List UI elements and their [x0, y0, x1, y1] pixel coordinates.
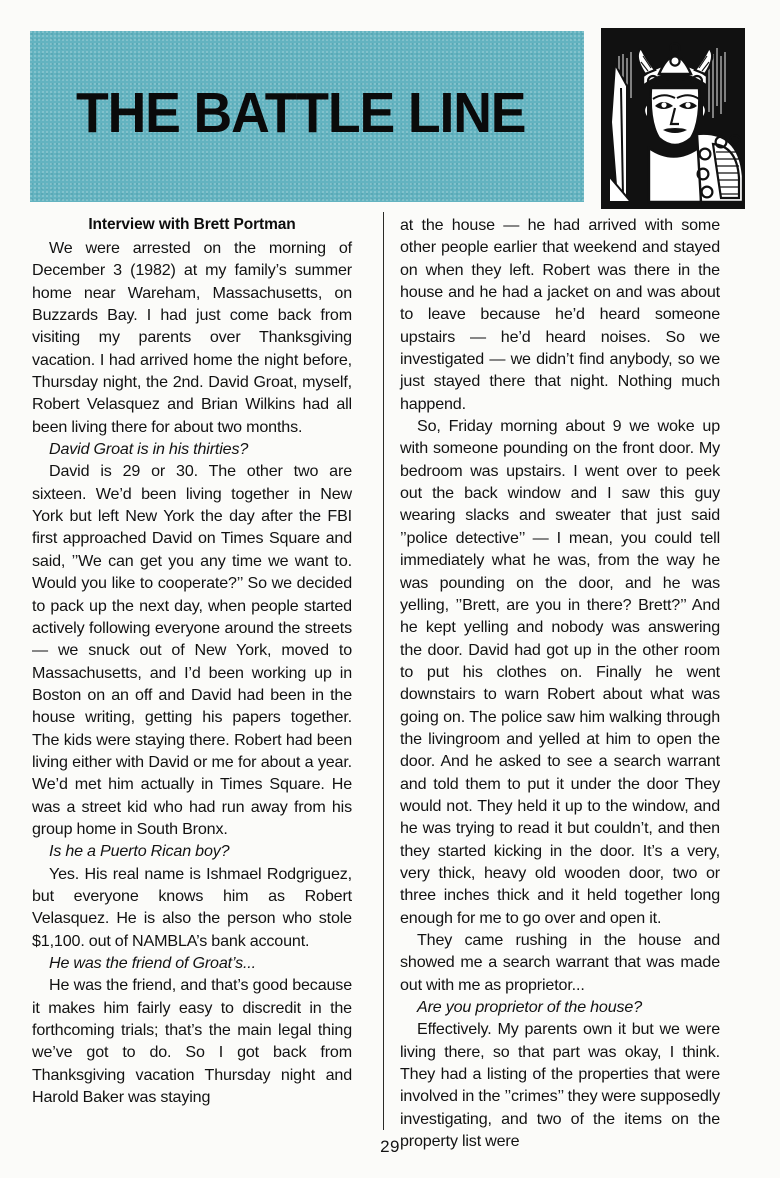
paragraph: Yes. His real name is Ishmael Rodgriguez, but everyone knows him as Robert Velasquez. He is also the person who stole $1,100. out of NAMBLA’s bank account. — [32, 864, 352, 950]
paragraph: So, Friday morning about 9 we woke up with someone pounding on the front door. My bedroom was upstairs. I went over to peek out the back window and I saw this guy wearing slacks and sweater that just said ’’police detective’’ — I mean, you could tell immediately what he was, from the way he was pounding on the door, and he was yelling, ’’Brett, are you in there? Brett?’’ And he kept yelling and nobody was answering the door. David had got up in the other room to put his clothes on. Finally he went downstairs to warn Robert about what was going on. The police saw him walking through the livingroom and yelled at him to open the door. And he asked to see a search warrant and told them to put it under the door They would not. They held it up to the window, and he was trying to read it but couldn’t, and then they started kicking in the door. It’s a very, very thick, heavy old wooden door, two or three inches thick and it held together long enough for me to go over and open it. — [400, 417, 720, 927]
page-number: 29 — [380, 1137, 400, 1156]
interviewer-question: Are you proprietor of the house? — [417, 998, 643, 1017]
right-column — [400, 214, 720, 1152]
paragraph: Effectively. My parents own it but we were living there, so that part was okay, I think. They had a listing of the properties that were involved in the ’’crimes’’ they were supposedly investigating, and two of the items on the property list were — [400, 1020, 720, 1151]
paragraph: David is 29 or 30. The other two are sixteen. We’d been living together in New York but left New York the day after the FBI first approached David on Times Square and said, ’’We can get you any time we want to. Would you like to cooperate?’’ So we decided to pack up the next day, when people started actively following everyone around the streets — we snuck out of New York, moved to Massachusetts, and I’d been working up in Boston on an off and David had been in the house writing, getting his papers together. The kids were staying there. Robert had been living either with David or me for about a year. We’d met him actually in Times Square. He was a street kid who had run away from his group home in South Bronx. — [32, 462, 352, 838]
paragraph-continued: at the house — he had arrived with some other people earlier that weekend and stayed on when they left. Robert was there in the house and he had a jacket on and was about to leave because he’d heard someone upstairs — he’d heard noises. So we investigated — we didn’t find anybody, so we just stayed there that night. Nothing much happend. — [400, 216, 720, 413]
interviewer-question: Is he a Puerto Rican boy? — [49, 842, 230, 861]
paragraph: He was the friend, and that’s good because it makes him fairly easy to discredit in the forthcoming trials; that’s the main legal thing we’ve got to do. So I got back from Thanksgiving vacation Thursday night and Harold Baker was staying — [32, 976, 352, 1107]
masthead — [0, 0, 780, 212]
page-title: THE BATTLE LINE — [76, 81, 526, 145]
left-column — [32, 214, 352, 1108]
interviewer-question: He was the friend of Groat’s... — [49, 954, 256, 972]
title-banner — [30, 31, 584, 202]
column-divider-rule — [383, 212, 384, 1130]
paragraph: They came rushing in the house and showed me a search warrant that was made out with me as proprietor... — [400, 931, 720, 994]
interview-subhead: Interview with Brett Portman — [88, 216, 296, 233]
woodcut-helmeted-figure-illustration — [597, 26, 749, 211]
paragraph: We were arrested on the morning of December 3 (1982) at my family’s summer home near Wareham, Massachusetts, on Buzzards Bay. I had just come back from visiting my parents over Thanksgiving vacation. I had arrived home the night before, Thursday night, the 2nd. David Groat, myself, Robert Velasquez and Brian Wilkins had all been living there for about two months. — [32, 239, 352, 436]
interviewer-question: David Groat is in his thirties? — [49, 440, 249, 459]
